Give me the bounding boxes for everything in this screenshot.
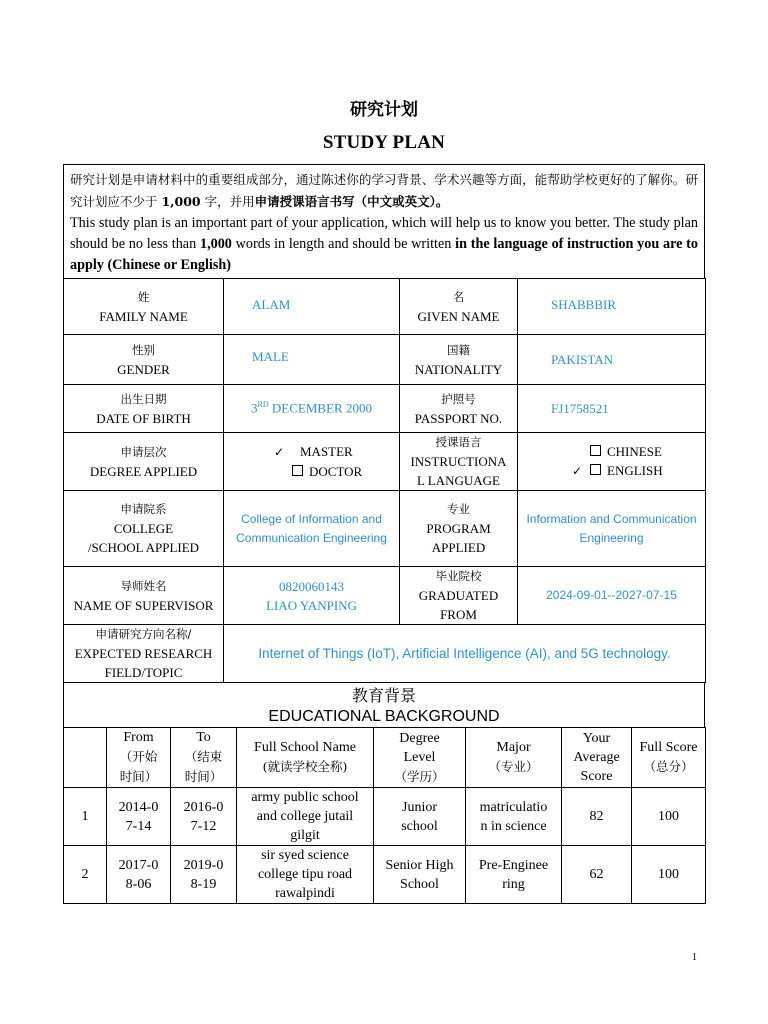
row-dob [64, 385, 706, 433]
row-supervisor-graduated [64, 567, 706, 625]
col-from-en: From [123, 730, 154, 745]
given-name-label-en: GIVEN NAME [417, 308, 500, 324]
language-option-chinese-label: CHINESE [607, 444, 662, 459]
degree-option-doctor[interactable] [270, 462, 397, 481]
program-label [400, 491, 518, 567]
gender-label [64, 335, 224, 385]
degree-1: Senior High [385, 857, 454, 873]
to-1: 2019-0 [183, 857, 224, 873]
to-1: 2016-0 [183, 799, 224, 815]
degree-cell [374, 846, 466, 904]
page-number: 1 [692, 952, 697, 963]
degree-1: Junior [402, 799, 437, 815]
row-number: 1 [64, 788, 107, 846]
nationality-value: PAKISTAN [518, 335, 706, 385]
dob-suffix: RD [257, 400, 269, 410]
col-average-en1: Your [582, 731, 611, 746]
language-label-en-1: INSTRUCTIONA [410, 454, 507, 469]
degree-option-master[interactable] [270, 442, 397, 462]
school-1: army public school [251, 790, 359, 805]
row-college-program [64, 491, 706, 567]
school-2: and college jutail [256, 809, 354, 824]
passport-label [400, 385, 518, 433]
major-cell [466, 788, 562, 846]
row-number: 2 [64, 846, 107, 904]
document-title-cn: 研究计划 [350, 100, 418, 120]
checkbox-icon[interactable] [292, 465, 303, 476]
col-full-cn: （总分） [643, 759, 694, 774]
dob-rest: DECEMBER 2000 [268, 400, 372, 416]
passport-label-cn: 护照号 [441, 391, 476, 406]
education-section-header [63, 682, 705, 727]
col-average-en2: Average [573, 750, 620, 765]
research-value: Internet of Things (IoT), Artificial Intelligence (AI), and 5G technology. [224, 625, 706, 683]
major-1: Pre-Enginee [478, 857, 549, 873]
college-label [64, 491, 224, 567]
graduated-label-cn: 毕业院校 [435, 569, 482, 583]
language-options [518, 433, 706, 491]
intro-cn-text1: 研究计划是申请材料中的重要组成部分，通过陈述你的学习背景、学术兴趣等方面，能帮助学校更好的了解你。研究计划应不少于 [70, 172, 698, 209]
passport-value: FJ1758521 [518, 385, 706, 433]
education-title-cn: 教育背景 [351, 686, 416, 705]
college-label-en-2: /SCHOOL APPLIED [87, 540, 200, 555]
col-major-header [466, 728, 562, 788]
school-1: sir syed science [261, 848, 349, 863]
from-1: 2014-0 [118, 799, 159, 815]
intro-cn-lang: 申请授课语言书写（中文或英文）。 [254, 194, 449, 209]
research-label-en-1: EXPECTED RESEARCH [74, 646, 213, 661]
dob-label [64, 385, 224, 433]
dob-value [224, 385, 400, 433]
degree-cell [374, 788, 466, 846]
research-label [64, 625, 224, 683]
col-degree-header [374, 728, 466, 788]
program-label-en-2: APPLIED [431, 540, 486, 555]
from-cell [107, 788, 171, 846]
row-research [64, 625, 706, 683]
col-major-cn: （专业） [488, 759, 539, 774]
program-label-cn: 专业 [447, 502, 470, 516]
major-1: matriculatio [479, 799, 548, 815]
col-from-header [107, 728, 171, 788]
full-score-cell: 100 [632, 846, 706, 904]
school-2: college tipu road [257, 867, 353, 882]
supervisor-label [64, 567, 224, 625]
major-2: ring [502, 876, 525, 892]
degree-2: School [400, 876, 439, 892]
language-label-en-2: L LANGUAGE [417, 473, 500, 488]
average-cell: 62 [562, 846, 632, 904]
college-value [224, 491, 400, 567]
program-value-1: Information and Communication [526, 511, 697, 526]
given-name-label-cn: 名 [452, 289, 465, 304]
col-degree-en2: Level [403, 749, 436, 765]
college-label-cn: 申请院系 [120, 502, 167, 516]
given-name-value: SHABBBIR [518, 279, 706, 335]
document-title-en: STUDY PLAN [322, 132, 446, 153]
college-value-1: College of Information and [241, 511, 382, 526]
supervisor-value [224, 567, 400, 625]
to-cell [171, 788, 237, 846]
from-cell [107, 846, 171, 904]
table-row [64, 846, 706, 904]
col-school-header [237, 728, 374, 788]
col-school-cn: (就读学校全称) [262, 759, 348, 774]
graduated-label-en-1: GRADUATED [418, 588, 499, 603]
major-cell [466, 846, 562, 904]
gender-value: MALE [224, 335, 400, 385]
to-cell [171, 846, 237, 904]
from-2: 8-06 [125, 876, 152, 892]
dob-day: 3 [251, 400, 258, 416]
applicant-info-table [63, 278, 706, 683]
college-value-2: Communication Engineering [236, 530, 387, 545]
family-name-label [64, 279, 224, 335]
major-2: n in science [480, 818, 547, 834]
education-header-row [64, 728, 706, 788]
intro-en-text1: This study plan is an important part of your application, which will help us to know you better. The study plan should be no less than [70, 215, 698, 252]
degree-label-en: DEGREE APPLIED [89, 463, 198, 479]
intro-cn [70, 172, 698, 209]
row-degree-language [64, 433, 706, 491]
col-average-header [562, 728, 632, 788]
program-value-2: Engineering [579, 530, 644, 545]
degree-options [224, 433, 400, 491]
dob-label-cn: 出生日期 [120, 391, 167, 406]
col-school-en: Full School Name [254, 740, 356, 755]
col-from-cn2: 时间） [119, 769, 158, 784]
supervisor-value-1: 0820060143 [279, 578, 344, 594]
language-option-english-label: ENGLISH [607, 463, 663, 478]
degree-label-cn: 申请层次 [120, 444, 167, 459]
school-cell [237, 788, 374, 846]
school-3: gilgit [290, 828, 320, 843]
program-label-en-1: PROGRAM [426, 521, 491, 536]
col-to-cn2: 时间） [184, 769, 223, 784]
degree-2: school [401, 818, 438, 834]
education-table [63, 727, 706, 904]
to-2: 8-19 [190, 876, 217, 892]
check-icon: ✓ [571, 464, 583, 478]
col-degree-cn: （学历） [394, 768, 445, 784]
education-title-en: EDUCATIONAL BACKGROUND [268, 708, 500, 725]
col-to-header [171, 728, 237, 788]
from-1: 2017-0 [118, 857, 159, 873]
family-name-value: ALAM [224, 279, 400, 335]
supervisor-value-2: LIAO YANPING [266, 597, 357, 613]
col-no-header [64, 728, 107, 788]
intro-cn-count: 1,000 [161, 194, 201, 209]
intro-en-count: 1,000 [199, 236, 232, 252]
family-name-label-en: FAMILY NAME [99, 308, 188, 324]
row-gender [64, 335, 706, 385]
to-2: 7-12 [190, 818, 217, 834]
intro-cn-text2: 字，并用 [200, 194, 255, 209]
checkbox-icon[interactable] [590, 464, 601, 475]
from-2: 7-14 [125, 818, 152, 834]
dob-label-en: DATE OF BIRTH [96, 410, 191, 426]
col-to-cn1: （结束 [184, 749, 223, 764]
col-full-header [632, 728, 706, 788]
language-label [400, 433, 518, 491]
graduated-value: 2024-09-01--2027-07-15 [518, 567, 706, 625]
check-icon: ✓ [273, 445, 285, 459]
language-option-chinese[interactable] [568, 442, 703, 461]
school-cell [237, 846, 374, 904]
col-full-en: Full Score [639, 740, 698, 755]
passport-label-en: PASSPORT NO. [414, 410, 503, 426]
col-from-cn1: （开始 [119, 749, 158, 764]
research-label-en-2: FIELD/TOPIC [104, 665, 183, 680]
degree-option-doctor-label: DOCTOR [309, 464, 363, 479]
col-average-en3: Score [580, 769, 613, 784]
intro-en-lang: in the language of instruction you are to apply (Chinese or English) [70, 236, 699, 273]
full-score-cell: 100 [632, 788, 706, 846]
given-name-label [400, 279, 518, 335]
research-label-cn: 申请研究方向名称/ [95, 627, 192, 641]
graduated-label [400, 567, 518, 625]
intro-en-text2: words in length and should be written [231, 236, 456, 252]
program-value [518, 491, 706, 567]
table-row [64, 788, 706, 846]
checkbox-icon[interactable] [590, 445, 601, 456]
col-degree-en1: Degree [399, 730, 440, 746]
graduated-label-en-2: FROM [440, 607, 477, 622]
supervisor-label-cn: 导师姓名 [120, 578, 167, 593]
average-cell: 82 [562, 788, 632, 846]
intro-box [63, 164, 705, 279]
school-3: rawalpindi [275, 886, 335, 901]
language-label-cn: 授课语言 [435, 435, 482, 449]
supervisor-label-en: NAME OF SUPERVISOR [73, 597, 214, 613]
degree-option-master-label: MASTER [300, 444, 353, 459]
gender-label-cn: 性别 [132, 342, 155, 357]
nationality-label-cn: 国籍 [447, 342, 470, 357]
college-label-en-1: COLLEGE [113, 521, 174, 536]
language-option-english[interactable] [568, 461, 703, 481]
intro-en [70, 215, 698, 273]
col-major-en: Major [496, 740, 531, 755]
gender-label-en: GENDER [117, 361, 170, 377]
nationality-label-en: NATIONALITY [414, 361, 503, 377]
row-name [64, 279, 706, 335]
nationality-label [400, 335, 518, 385]
degree-label [64, 433, 224, 491]
family-name-label-cn: 姓 [137, 289, 150, 304]
col-to-en: To [196, 730, 211, 745]
